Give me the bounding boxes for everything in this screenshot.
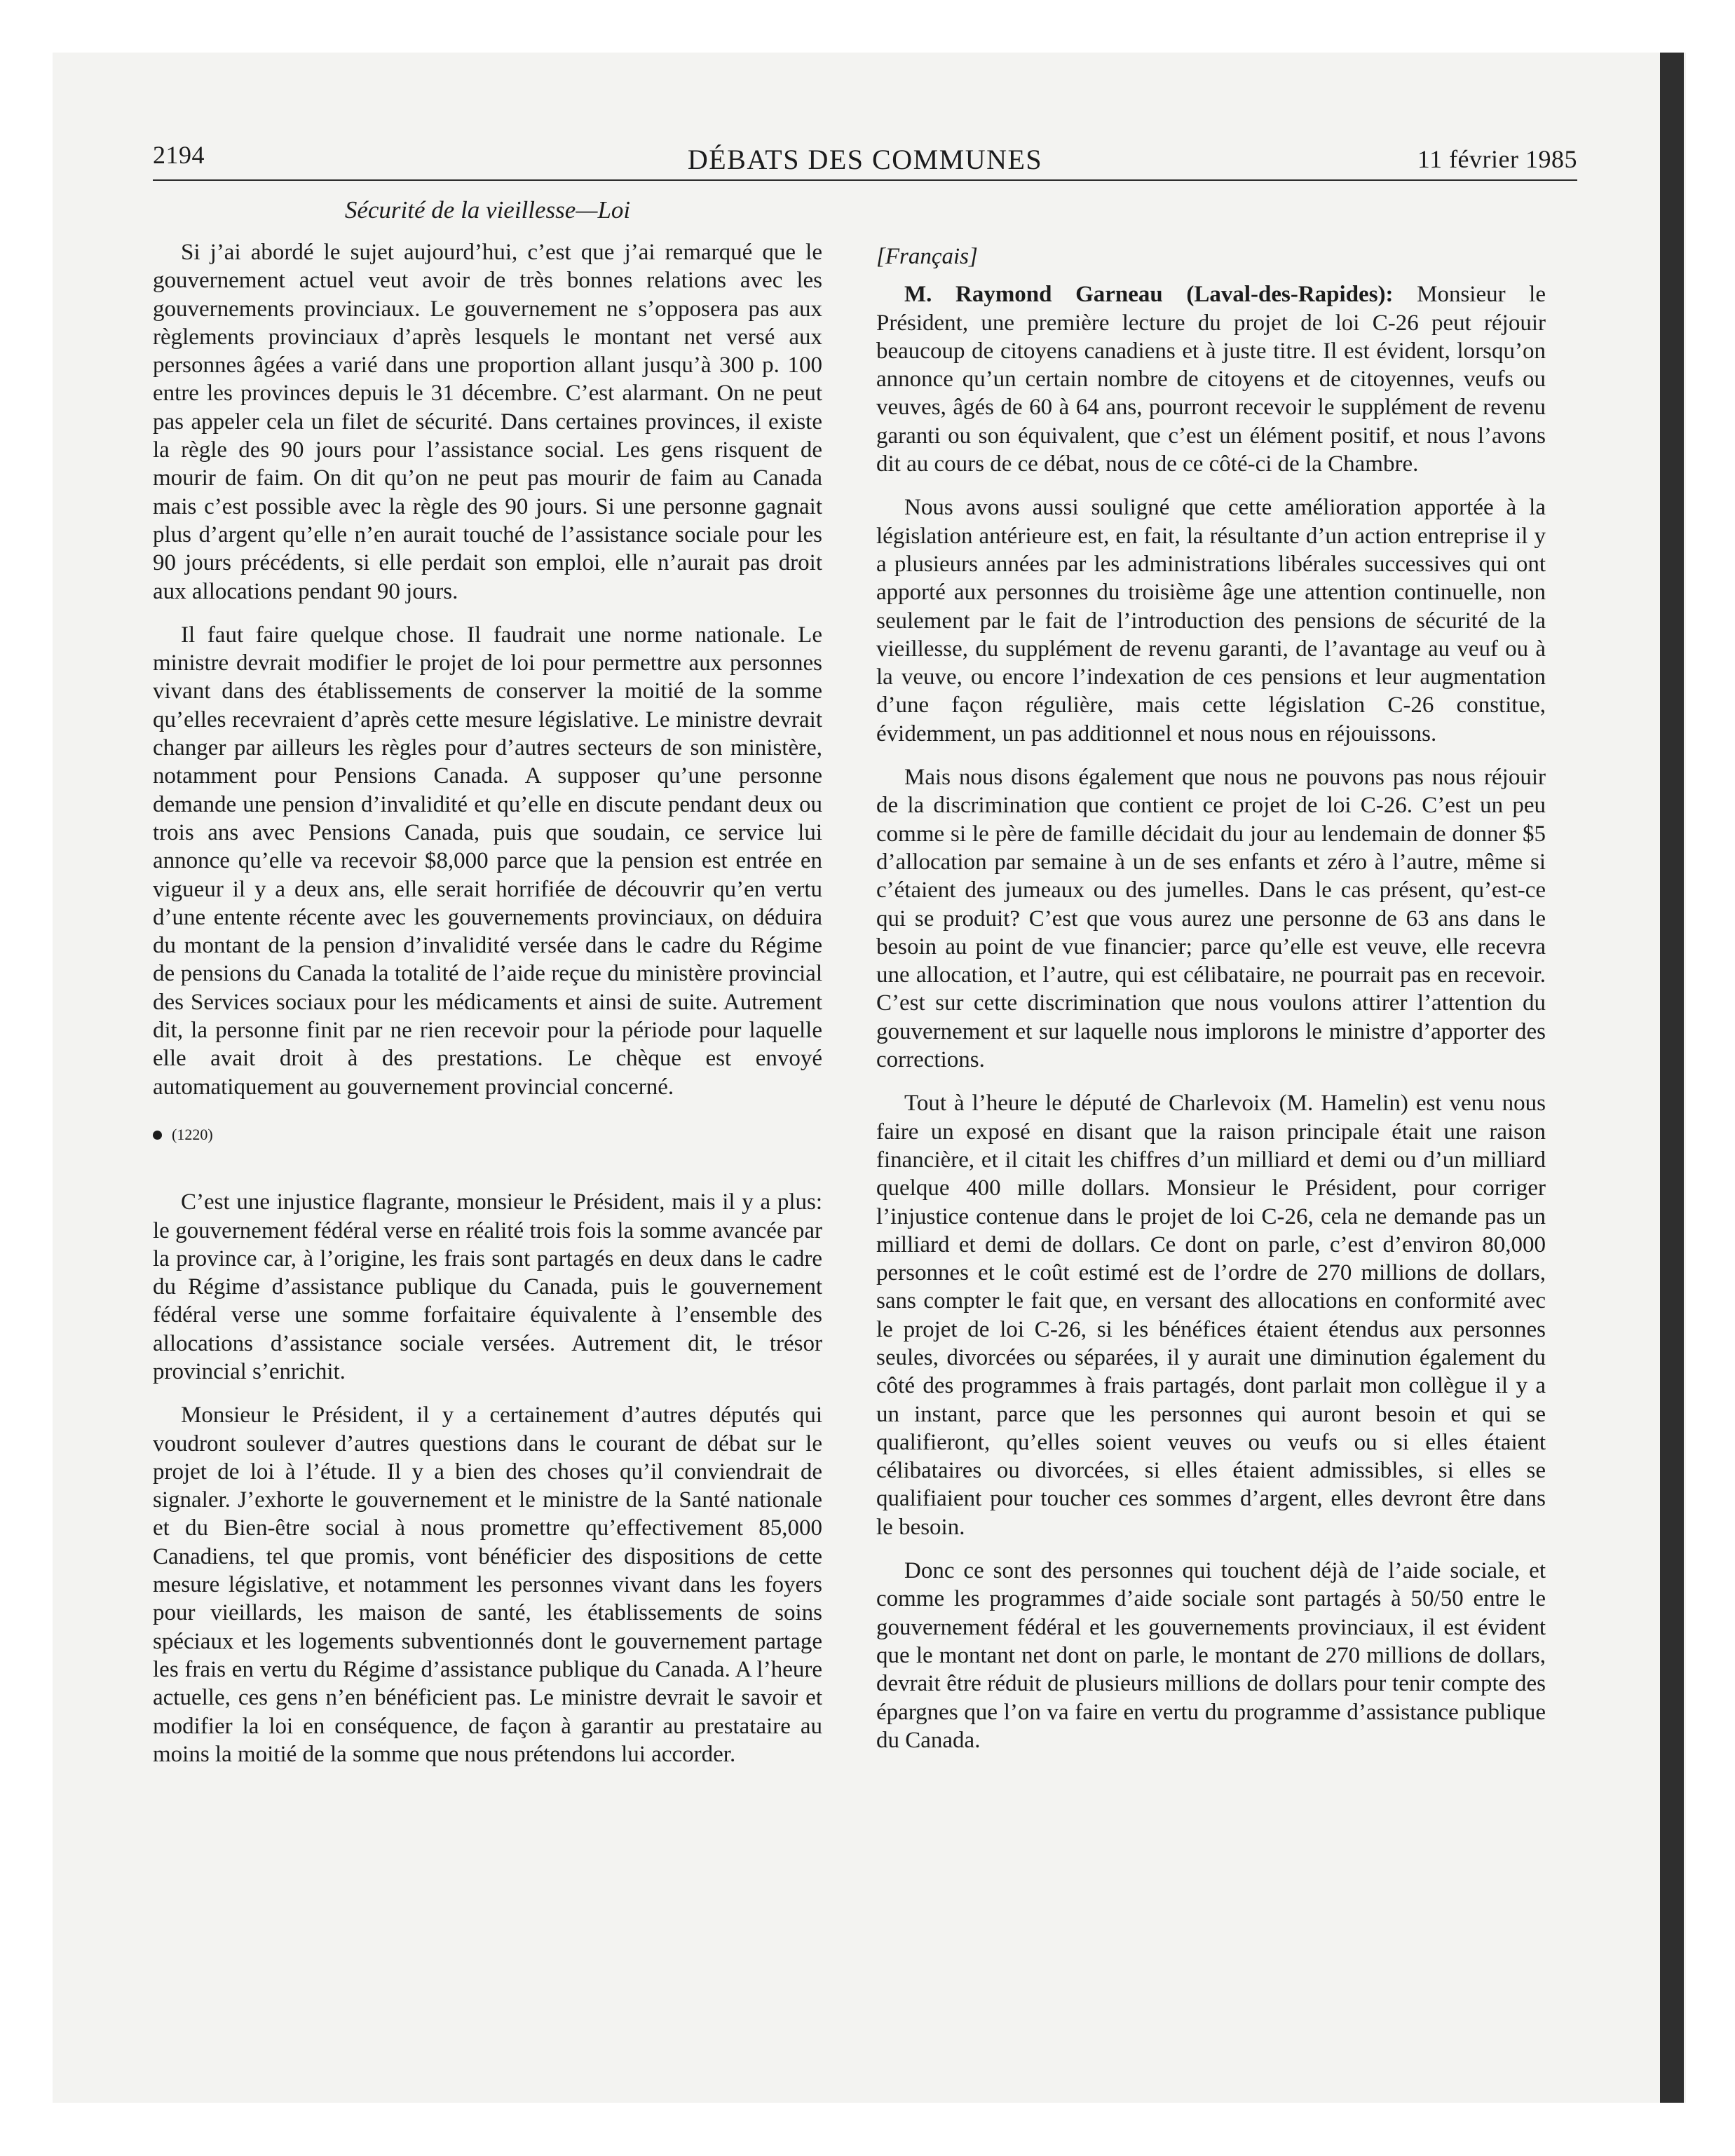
page-header [153, 137, 1577, 184]
publication-date: 11 février 1985 [1417, 145, 1577, 173]
scan-edge-bar [1660, 53, 1684, 2103]
paragraph: Monsieur le Président, il y a certainement d’autres députés qui voudront soulever d’autres questions dans le courant de débat sur le projet de loi à l’étude. Il y a bien des choses qu’il conviendrait de signaler. J’exhorte le gouvernement et le ministre de la Santé nationale et du Bien-être social à nous promettre qu’effectivement 85,000 Canadiens, tel que promis, vont bénéficier des dispositions de cette mesure législative, et notamment les personnes vivant dans les foyers pour vieillards, les maison de santé, les établissements de soins spéciaux et les logements subventionnés dont le gouvernement partage les frais en vertu du Régime d’assistance publique du Canada. A l’heure actuelle, ces gens n’en bénéficient pas. Le ministre devrait le savoir et modifier la loi en conséquence, de façon à garantir au prestataire au moins la moitié de la somme que nous prétendons lui accorder. [153, 1403, 822, 1767]
paragraph: Nous avons aussi souligné que cette amélioration apportée à la législation antérieure est, en fait, la résultante d’un action entreprise il y a plusieurs années par les administrations libérales successives qui ont apporté aux personnes du troisième âge une attention continuelle, non seulement par le fait de l’introduction des pensions de sécurité de la vieillesse, du supplément de revenu garanti, de l’avantage au veuf ou à la veuve, ou encore l’indexation de ces pensions et leur augmentation d’une façon régulière, mais cette législation C-26 constitue, évidemment, un pas additionnel et nous nous en réjouissons. [876, 495, 1546, 746]
left-column [153, 238, 822, 1784]
paragraph: C’est une injustice flagrante, monsieur le Président, mais il y a plus: le gouvernement fédéral verse en réalité trois fois la somme avancée par la province car, à l’origine, les frais sont partagés en deux dans le cadre du Régime d’assistance publique du Canada, puis le gouvernement fédéral verse une somme forfaitaire équivalente à l’ensemble des allocations d’assistance sociale versées. Autrement dit, le trésor provincial s’enrichit. [153, 1189, 822, 1384]
time-marker-label: (1220) [172, 1125, 213, 1143]
speaker-name: M. Raymond Garneau (Laval-des-Rapides): [904, 282, 1394, 308]
paragraph: Mais nous disons également que nous ne pouvons pas nous réjouir de la discrimination que contient ce projet de loi C-26. C’est un peu comme si le père de famille décidait du jour au lendemain de donner $5 d’allocation par semaine à un de ses enfants et zéro à l’autre, même si c’étaient des jumeaux ou des jumelles. Dans le cas présent, qu’est-ce qui se produit? C’est que vous aurez une personne de 63 ans dans le besoin au point de vue financier; parce qu’elle est veuve, elle recevra une allocation, et l’autre, qui est célibataire, ne pourrait pas en recevoir. C’est sur cette discrimination que nous voulons attirer l’attention du gouvernement et sur laquelle nous implorons le ministre d’apporter des corrections. [876, 765, 1546, 1073]
header-rule [153, 179, 1577, 181]
language-tag: [Français] [876, 244, 978, 269]
speaker-paragraph [876, 280, 1546, 478]
section-title: Sécurité de la vieillesse—Loi [344, 196, 631, 224]
paragraph: Tout à l’heure le député de Charlevoix (M. Hamelin) est venu nous faire un exposé en disant que la raison principale était une raison financière, et il citait les chiffres d’un milliard et demi ou d’un milliard quelque 400 mille dollars. Monsieur le Président, pour corriger l’injustice contenue dans le projet de loi C-26, cela ne demande pas un milliard et demi de dollars. Ce dont on parle, c’est d’environ 80,000 personnes et le coût estimé est de l’ordre de 270 millions de dollars, sans compter le fait que, en versant des allocations en conformité avec le projet de loi C-26, si les bénéfices étaient étendus aux personnes seules, divorcées ou séparées, il y aurait une diminution également du côté des programmes à frais partagés, dont parlait mon collègue il y a un instant, parce que les personnes qui auront besoin et qui se qualifieront, qu’elles soient veuves ou veufs ou si elles étaient célibataires ou divorcées, si elles étaient admissibles, si elles se qualifiaient pour toucher ces sommes d’argent, elles devront être dans le besoin. [876, 1091, 1546, 1540]
speaker-text: Monsieur le Président, une première lecture du projet de loi C-26 peut réjouir beaucoup de citoyens canadiens et à juste titre. Il est évident, lorsqu’on annonce qu’un certain nombre de citoyens et de citoyennes, veufs ou veuves, âgés de 60 à 64 ans, pourront recevoir le supplément de revenu garanti ou son équivalent, que c’est un élément positif, et nous l’avons dit au cours de ce débat, nous de ce côté-ci de la Chambre. [876, 282, 1546, 477]
bullet-icon [153, 1131, 162, 1140]
right-column [876, 243, 1546, 1770]
paragraph: Si j’ai abordé le sujet aujourd’hui, c’est que j’ai remarqué que le gouvernement actuel veut avoir de très bonnes relations avec les gouvernements provinciaux. Le gouvernement ne s’opposera pas aux règlements provinciaux d’après lesquels le montant net versé aux personnes âgées a varié dans une proportion allant jusqu’à 300 p. 100 entre les provinces depuis le 31 décembre. C’est alarmant. On ne peut pas appeler cela un filet de sécurité. Dans certaines provinces, il existe la règle des 90 jours pour l’assistance social. Les gens risquent de mourir de faim. On dit qu’on ne peut pas mourir de faim au Canada mais c’est possible avec la règle des 90 jours. Si une personne gagnait plus d’argent qu’elle n’en aurait touché de l’assistance sociale pour les 90 jours précédents, si elle perdait son emploi, elle n’aurait pas droit aux allocations pendant 90 jours. [153, 240, 822, 604]
time-marker [153, 1121, 822, 1149]
publication-title: DÉBATS DES COMMUNES [687, 144, 1043, 175]
paragraph: Il faut faire quelque chose. Il faudrait une norme nationale. Le ministre devrait modifier le projet de loi pour permettre aux personnes vivant dans des établissements de conserver la moitié de la somme qu’elles recevraient d’après cette mesure législative. Le ministre devrait changer par ailleurs les règles pour d’autres secteurs de son ministère, notamment pour Pensions Canada. A supposer qu’une personne demande une pension d’invalidité et qu’elle en discute pendant deux ou trois ans avec Pensions Canada, puis que soudain, ce service lui annonce qu’elle va recevoir $8,000 parce que la pension est entrée en vigueur il y a deux ans, elle serait horrifiée de découvrir qu’en vertu d’une entente récente avec les gouvernements provinciaux, on déduira du montant de la pension d’invalidité versée dans le cadre du Régime de pensions du Canada la totalité de l’aide reçue du ministère provincial des Services sociaux pour les médicaments et ainsi de suite. Autrement dit, la personne finit par ne rien recevoir pour la période pour laquelle elle avait droit à des prestations. Le chèque est envoyé automatiquement au gouvernement provincial concerné. [153, 622, 822, 1100]
page-number: 2194 [153, 141, 205, 169]
paragraph: Donc ce sont des personnes qui touchent déjà de l’aide sociale, et comme les programmes d’aide sociale sont partagés à 50/50 entre le gouvernement fédéral et les gouvernements provinciaux, il est évident que le montant net dont on parle, le montant de 270 millions de dollars, devrait être réduit de plusieurs millions de dollars pour tenir compte des épargnes que l’on va faire en vertu du programme d’assistance publique du Canada. [876, 1558, 1546, 1753]
